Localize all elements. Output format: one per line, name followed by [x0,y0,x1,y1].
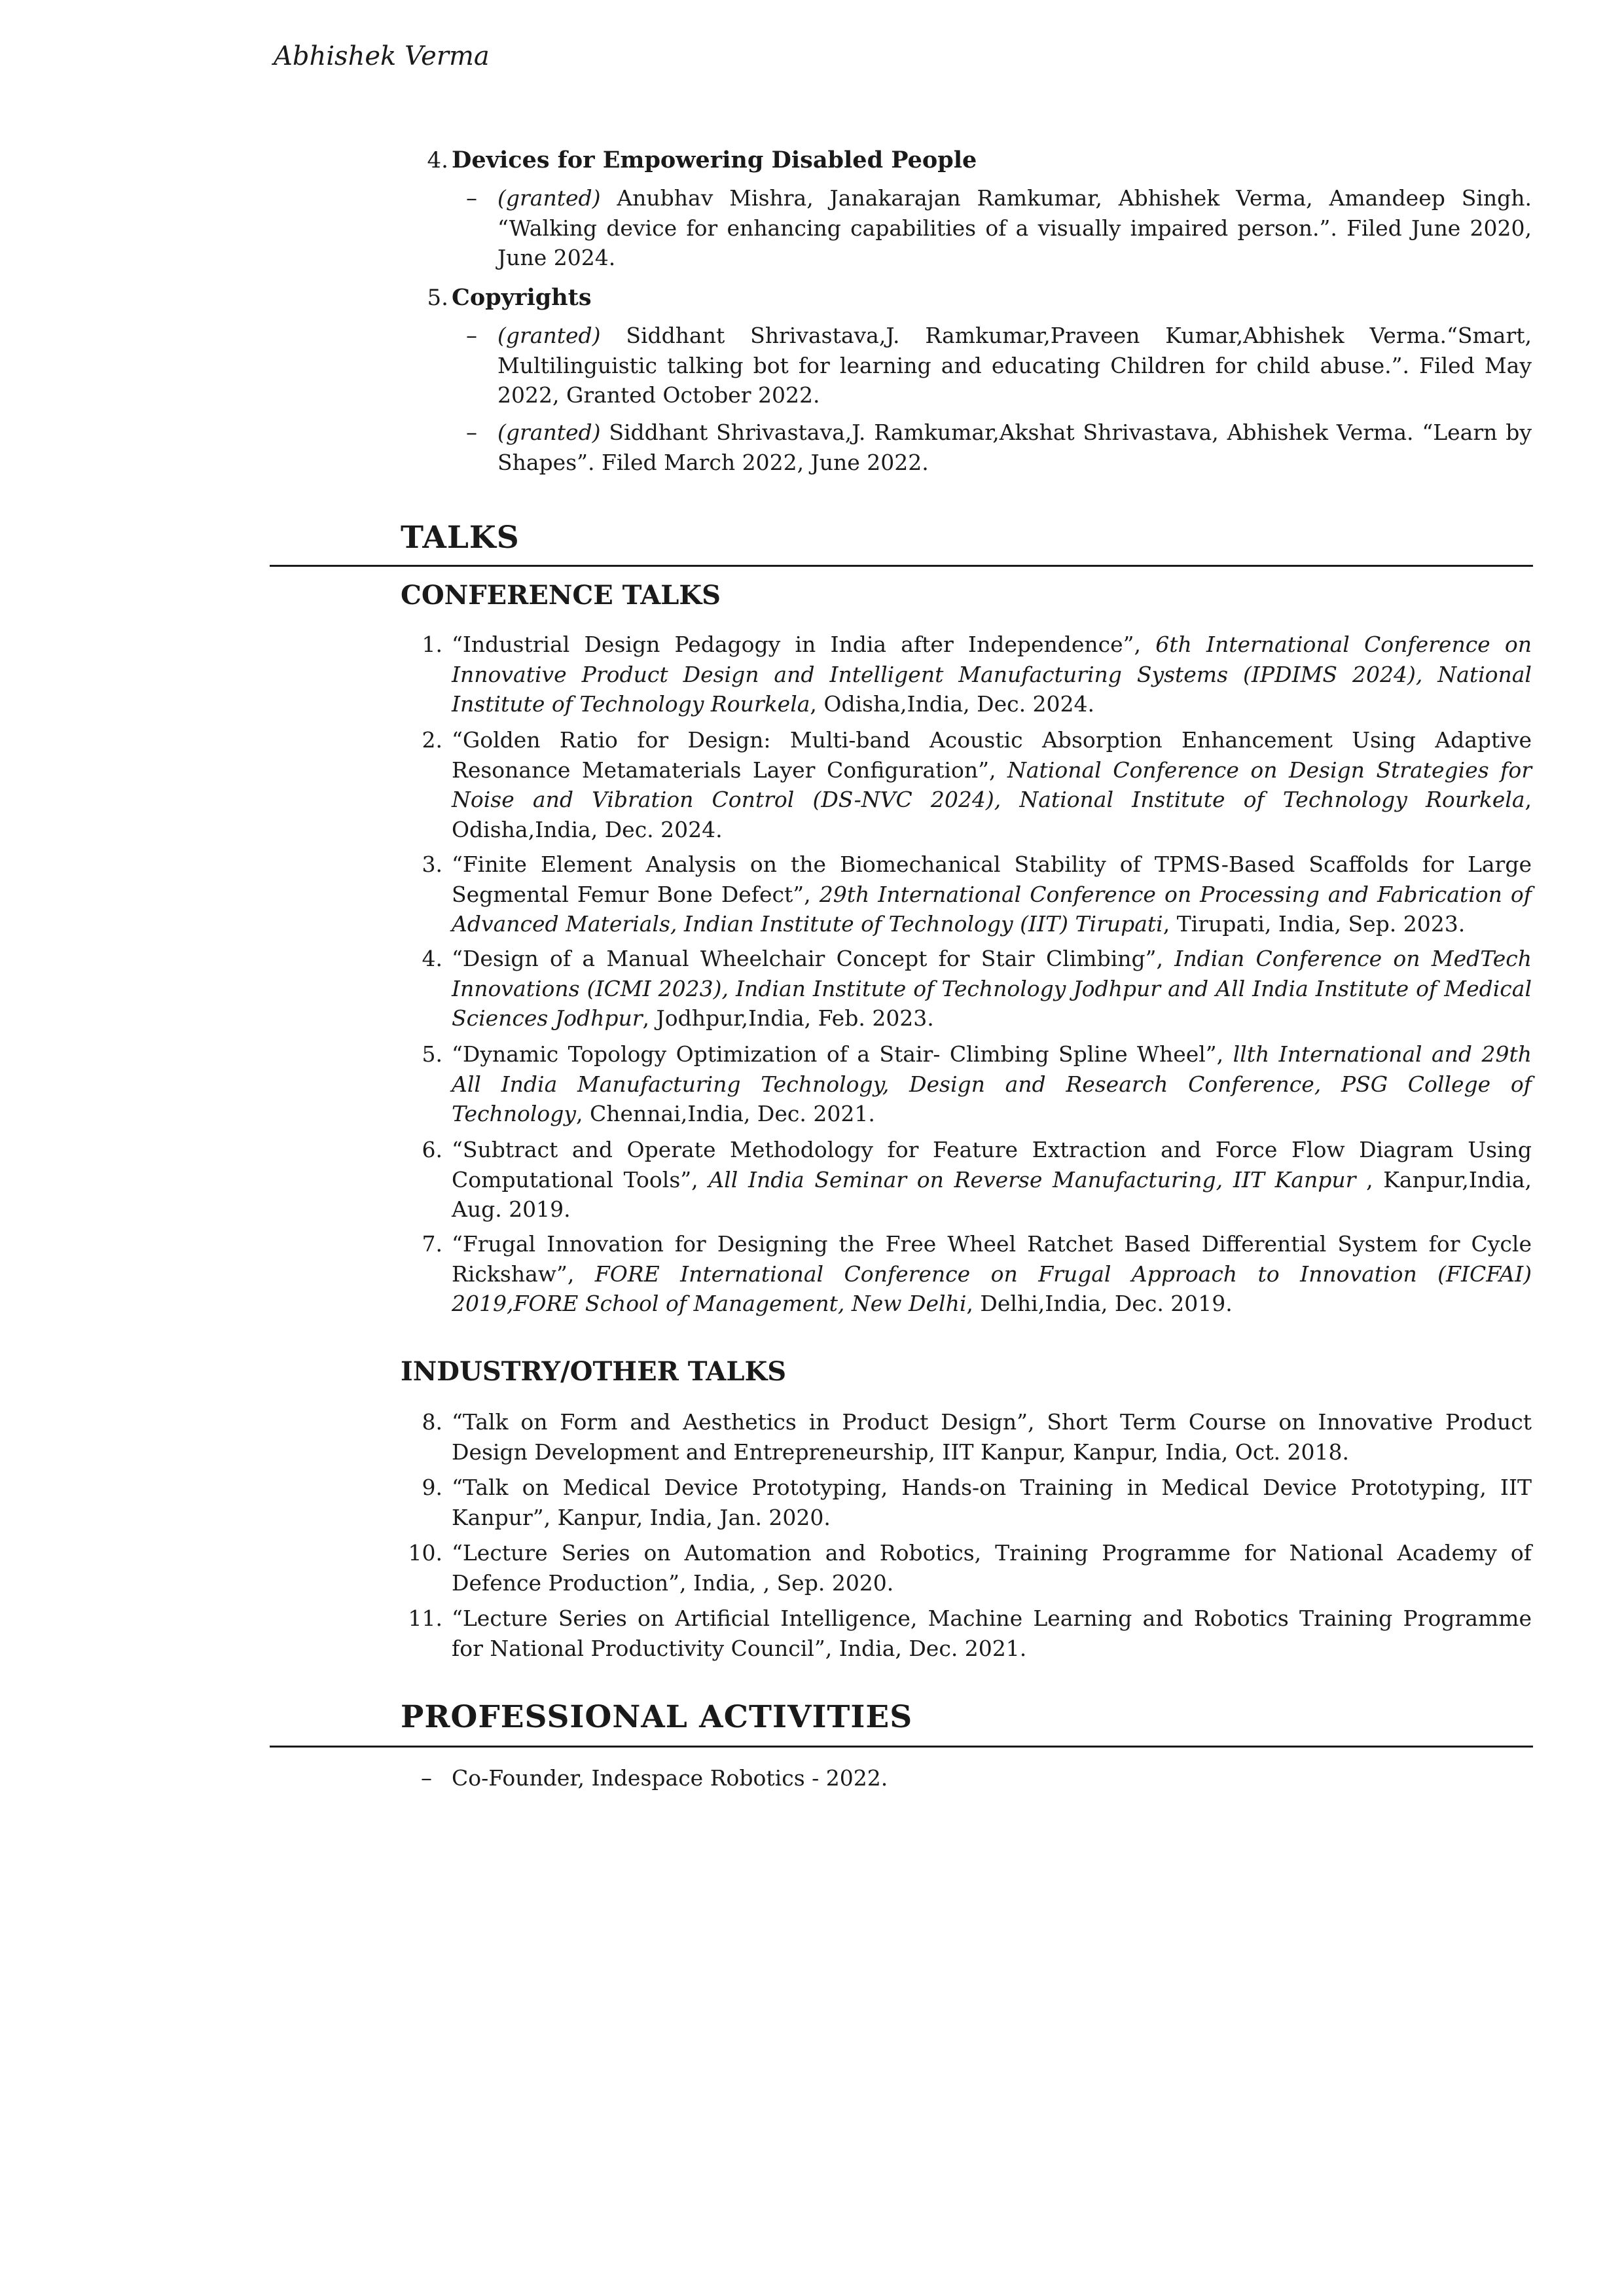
section-heading-talks: TALKS [401,520,520,556]
talk-venue: FORE International Conference on Frugal Approach to Innovation (FICFAI) 2019,FORE School of Management, New Delhi [452,1261,1532,1316]
conference-talk [452,944,1532,1033]
entry-text: Siddhant Shrivastava,J. Ramkumar,Akshat Shrivastava, Abhishek Verma. “Learn by Shapes”. Filed March 2022, June 2022. [497,420,1532,475]
running-head-author: Abhishek Verma [274,41,490,71]
patent-item-title: Copyrights [452,284,592,311]
industry-talk: “Lecture Series on Automation and Robotics, Training Programme for National Academy of Defence Production”, India, , Sep. 2020. [452,1540,1532,1596]
talk-title: “Industrial Design Pedagogy in India after Independence”, [452,632,1156,657]
talk-number: 9. [422,1475,442,1500]
status-label: (granted) [497,420,601,445]
conference-talk [452,630,1532,719]
talk-place-date: , Kanpur,India, Aug. 2019. [452,1166,1532,1222]
talk-title: “Dynamic Topology Optimization of a Stair- Climbing Spline Wheel”, [452,1041,1233,1067]
talk-place-date: , Delhi,India, Dec. 2019. [966,1291,1233,1316]
patent-item-number: 4. [427,147,448,173]
status-label: (granted) [497,185,601,211]
conference-talk [452,725,1532,844]
talk-title: “Subtract and Operate Methodology for Feature Extraction and Force Flow Diagram Using Computational Tools”, [452,1137,1532,1193]
industry-talk: “Talk on Medical Device Prototyping, Hands-on Training in Medical Device Prototyping, IIT Kanpur”, Kanpur, India, Jan. 2020. [452,1475,1532,1530]
patent-item-title: Devices for Empowering Disabled People [452,147,977,173]
talk-number: 2. [422,727,442,753]
talk-number: 5. [422,1041,442,1067]
status-label: (granted) [497,323,601,348]
talk-venue: 29th International Conference on Processing and Fabrication of Advanced Materials, Indian Institute of Technology (IIT) Tirupati [452,881,1532,937]
talk-number: 4. [422,946,442,971]
talk-place-date: , Jodhpur,India, Feb. 2023. [642,1005,934,1031]
subsection-heading-conference: CONFERENCE TALKS [401,580,721,611]
copyright-entry [497,321,1532,410]
talk-place-date: , Tirupati, India, Sep. 2023. [1163,911,1466,937]
industry-talk: “Talk on Form and Aesthetics in Product Design”, Short Term Course on Innovative Product Design Development and Entrepreneurship, IIT Kanpur, Kanpur, India, Oct. 2018. [452,1409,1532,1465]
list-dash: – [466,323,477,349]
talk-venue: All India Seminar on Reverse Manufacturing, IIT Kanpur [708,1166,1367,1193]
talk-number: 1. [422,632,442,657]
list-dash: – [466,420,477,446]
talk-title: “Golden Ratio for Design: Multi-band Acoustic Absorption Enhancement Using Adaptive Resonance Metamaterials Layer Configuration”, [452,727,1532,783]
section-rule [270,1746,1533,1748]
conference-talk [452,1229,1532,1319]
copyright-entry [497,418,1532,477]
entry-text: Anubhav Mishra, Janakarajan Ramkumar, Abhishek Verma, Amandeep Singh. “Walking device for enhancing capabilities of a visually impaired person.”. Filed June 2020, June 2024. [497,185,1532,270]
professional-activity: Co-Founder, Indespace Robotics - 2022. [452,1765,888,1791]
talk-venue: llth International and 29th All India Manufacturing Technology, Design and Research Conference, PSG College of Technology [452,1041,1532,1126]
conference-talk [452,1039,1532,1129]
talk-place-date: , Odisha,India, Dec. 2024. [452,787,1532,842]
talk-venue: 6th International Conference on Innovative Product Design and Intelligent Manufacturing Systems (IPDIMS 2024), National Institute of Technology Rourkela [452,632,1532,717]
patent-item-number: 5. [427,285,448,311]
talk-place-date: , Odisha,India, Dec. 2024. [810,691,1095,717]
section-rule [270,565,1533,567]
talk-venue: National Conference on Design Strategies for Noise and Vibration Control (DS-NVC 2024), National Institute of Technology Rourkela [452,757,1532,812]
talk-number: 6. [422,1137,442,1162]
section-heading-professional: PROFESSIONAL ACTIVITIES [401,1699,913,1735]
talk-venue: Indian Conference on MedTech Innovations (ICMI 2023), Indian Institute of Technology Jodhpur and All India Institute of Medical Sciences Jodhpur [452,946,1532,1031]
talk-title: “Finite Element Analysis on the Biomechanical Stability of TPMS-Based Scaffolds for Large Segmental Femur Bone Defect”, [452,852,1532,907]
entry-text: Siddhant Shrivastava,J. Ramkumar,Praveen Kumar,Abhishek Verma.“Smart, Multilinguistic talking bot for learning and educating Children for child abuse.”. Filed May 2022, Granted October 2022. [497,323,1532,408]
subsection-heading-industry: INDUSTRY/OTHER TALKS [401,1356,787,1387]
conference-talk [452,850,1532,939]
talk-number: 8. [422,1409,442,1435]
talk-place-date: , Chennai,India, Dec. 2021. [576,1101,875,1126]
list-dash: – [466,185,477,211]
talk-number: 10. [408,1540,442,1566]
talk-number: 11. [408,1605,442,1631]
industry-talk: “Lecture Series on Artificial Intelligence, Machine Learning and Robotics Training Programme for National Productivity Council”, India, Dec. 2021. [452,1605,1532,1661]
list-dash: – [421,1765,432,1791]
talk-title: “Design of a Manual Wheelchair Concept for Stair Climbing”, [452,946,1175,971]
talk-title: “Frugal Innovation for Designing the Free Wheel Ratchet Based Differential System for Cycle Rickshaw”, [452,1231,1532,1287]
conference-talk [452,1135,1532,1225]
patent-entry [497,183,1532,273]
talk-number: 3. [422,852,442,877]
talk-number: 7. [422,1231,442,1257]
